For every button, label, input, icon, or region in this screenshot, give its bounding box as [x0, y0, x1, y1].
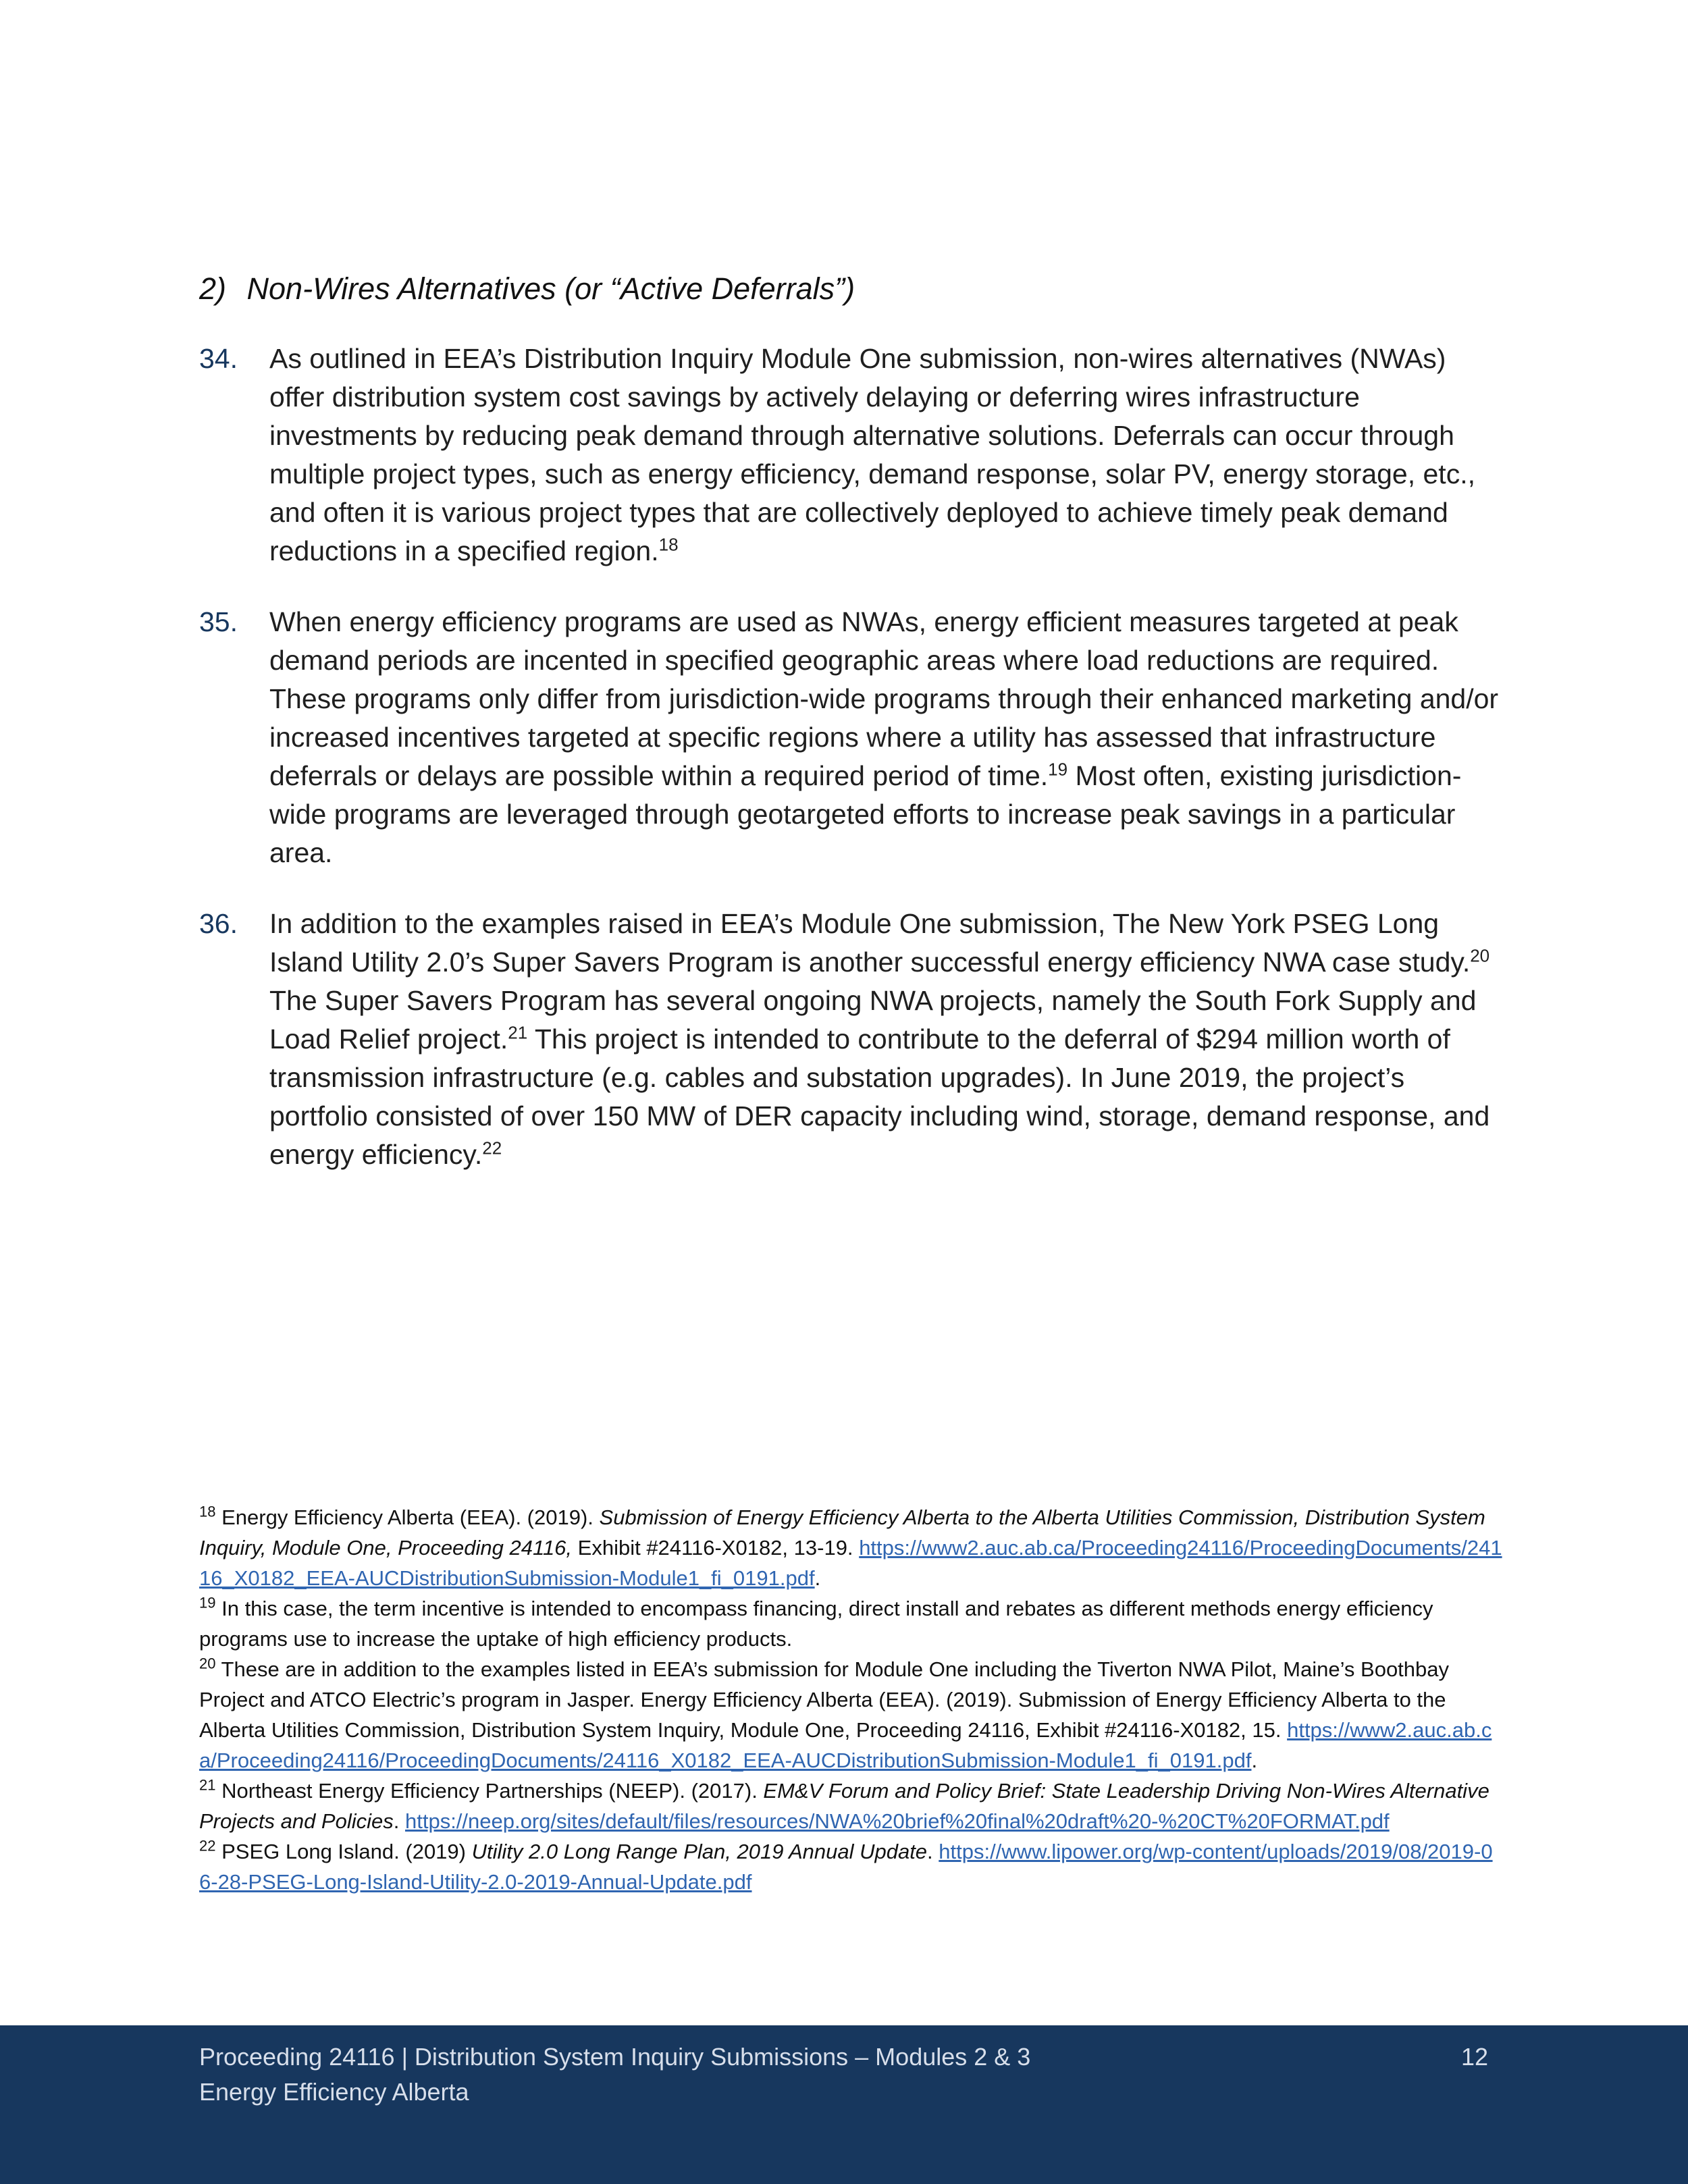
footnote-21-text-part-2: . [393, 1809, 405, 1833]
footnote-18-text-part-3: . [814, 1566, 821, 1590]
footnote-18-text-part-2: Exhibit #24116-X0182, 13-19. [572, 1536, 853, 1560]
footnote-number-19: 19 [199, 1594, 216, 1612]
paragraph-35 [199, 603, 1502, 872]
page-footer [0, 2025, 1688, 2184]
page-number: 12 [1460, 2043, 1488, 2071]
footnote-number-20: 20 [199, 1655, 216, 1672]
paragraph-34 [199, 340, 1502, 570]
footnote-number-18: 18 [199, 1503, 216, 1520]
footnote-21-italic-title: EM&V Forum and Policy Brief: State Leadership Driving Non-Wires Alternative Projects and Policies [199, 1779, 1489, 1833]
footnote-22-italic-title: Utility 2.0 Long Range Plan, 2019 Annual Update [471, 1840, 928, 1863]
footnote-reference-18[interactable]: 18 [658, 534, 679, 555]
footer-proceeding-title: Proceeding 24116 | Distribution System Inquiry Submissions – Modules 2 & 3 [199, 2043, 1031, 2071]
footnote-22 [199, 1836, 1502, 1897]
paragraph-number-34: 34. [199, 343, 238, 374]
paragraph-35-body-part-2: Most often, existing jurisdiction-wide programs are leveraged through geotargeted efforts to increase peak savings in a particular area. [269, 760, 1462, 868]
paragraph-text-36 [269, 905, 1502, 1174]
footnotes-section [199, 1502, 1502, 1897]
section-number: 2) [199, 271, 227, 306]
footnote-21-text-part-1: Northeast Energy Efficiency Partnerships (NEEP). (2017). [215, 1779, 764, 1803]
footnote-19 [199, 1593, 1502, 1654]
paragraph-36-body-part-1: In addition to the examples raised in EEA’s Module One submission, The New York PSEG Long Island Utility 2.0’s Super Savers Program is another successful energy efficiency NWA case study. [269, 908, 1471, 978]
footnote-22-link[interactable]: https://www.lipower.org/wp-content/uploads/2019/08/2019-06-28-PSEG-Long-Island-Utility-2.0-2019-Annual-Update.pdf [199, 1840, 1493, 1894]
footnote-20 [199, 1654, 1502, 1776]
section-heading [199, 267, 1502, 311]
footer-document-info [199, 2040, 1415, 2110]
paragraph-36-body-part-2: The Super Savers Program has several ongoing NWA projects, namely the South Fork Supply and Load Relief project. [269, 985, 1477, 1055]
document-body [199, 267, 1502, 1206]
footnote-18 [199, 1502, 1502, 1593]
footnote-reference-20[interactable]: 20 [1470, 945, 1490, 966]
paragraph-number-35: 35. [199, 606, 238, 637]
footnote-reference-19[interactable]: 19 [1048, 759, 1068, 780]
paragraph-36 [199, 905, 1502, 1174]
footnote-reference-22[interactable]: 22 [482, 1138, 502, 1158]
footnote-18-italic-title: Submission of Energy Efficiency Alberta to the Alberta Utilities Commission, Distribution System Inquiry, Module One, Proceeding 24116, [199, 1506, 1485, 1560]
footnote-22-text-part-2: . [927, 1840, 939, 1863]
paragraph-number-36: 36. [199, 908, 238, 939]
footnote-19-text: In this case, the term incentive is intended to encompass financing, direct install and rebates as different methods energy efficiency programs use to increase the uptake of high efficiency products. [199, 1597, 1433, 1651]
paragraph-34-body: As outlined in EEA’s Distribution Inquiry Module One submission, non-wires alternatives (NWAs) offer distribution system cost savings by actively delaying or deferring wires infrastructure investments by reducing peak demand through alternative solutions. Deferrals can occur through multiple project types, such as energy efficiency, demand response, solar PV, energy storage, etc., and often it is various project types that are collectively deployed to achieve timely peak demand reductions in a specified region. [269, 343, 1475, 566]
footer-organization: Energy Efficiency Alberta [199, 2078, 469, 2106]
footnote-20-text-part-2: . [1251, 1749, 1258, 1772]
footnote-18-link[interactable]: https://www2.auc.ab.ca/Proceeding24116/ProceedingDocuments/24116_X0182_EEA-AUCDistributionSubmission-Module1_fi_0191.pdf [199, 1536, 1502, 1590]
footnote-21-link[interactable]: https://neep.org/sites/default/files/resources/NWA%20brief%20final%20draft%20-%20CT%20FORMAT.pdf [404, 1809, 1390, 1833]
footnote-18-text-part-1: Energy Efficiency Alberta (EEA). (2019). [215, 1506, 600, 1529]
paragraph-36-body-part-3: This project is intended to contribute to the deferral of $294 million worth of transmission infrastructure (e.g. cables and substation upgrades). In June 2019, the project’s portfolio consisted of over 150 MW of DER capacity including wind, storage, demand response, and energy efficiency. [269, 1023, 1490, 1170]
section-title: Non-Wires Alternatives (or “Active Deferrals”) [246, 271, 855, 306]
footnote-21 [199, 1776, 1502, 1836]
paragraph-text-34 [269, 340, 1502, 570]
paragraph-text-35 [269, 603, 1502, 872]
footnote-22-text-part-1: PSEG Long Island. (2019) [215, 1840, 472, 1863]
paragraph-35-body-part-1: When energy efficiency programs are used as NWAs, energy efficient measures targeted at peak demand periods are incented in specified geographic areas where load reductions are required. These programs only differ from jurisdiction-wide programs through their enhanced marketing and/or increased incentives targeted at specific regions where a utility has assessed that infrastructure deferrals or delays are possible within a required period of time. [269, 606, 1499, 791]
footnote-20-text-part-1: These are in addition to the examples listed in EEA’s submission for Module One including the Tiverton NWA Pilot, Maine’s Boothbay Project and ATCO Electric’s program in Jasper. Energy Efficiency Alberta (EEA). (2019). Submission of Energy Efficiency Alberta to the Alberta Utilities Commission, Distribution System Inquiry, Module One, Proceeding 24116, Exhibit #24116-X0182, 15. [199, 1657, 1450, 1742]
footnote-reference-21[interactable]: 21 [508, 1022, 528, 1043]
footnote-number-22: 22 [199, 1837, 216, 1855]
footnote-20-link[interactable]: https://www2.auc.ab.ca/Proceeding24116/ProceedingDocuments/24116_X0182_EEA-AUCDistributionSubmission-Module1_fi_0191.pdf [199, 1718, 1492, 1772]
footnote-number-21: 21 [199, 1776, 216, 1794]
